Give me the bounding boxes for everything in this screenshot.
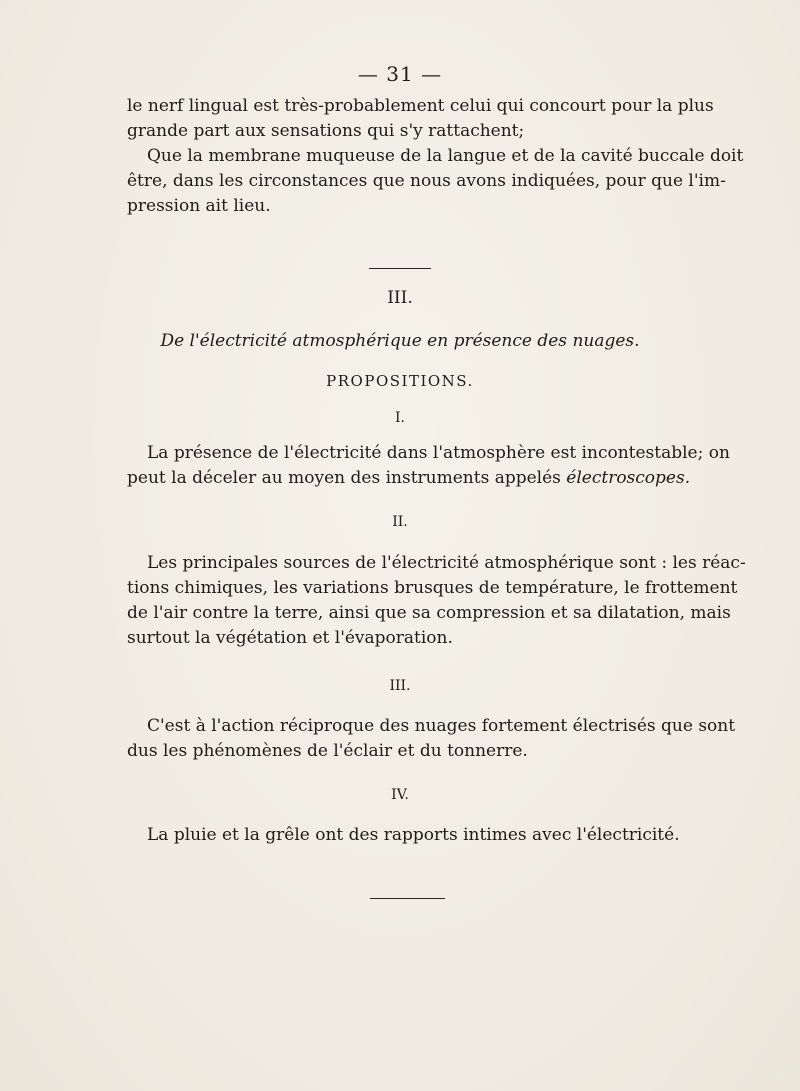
text-line: surtout la végétation et l'évaporation. bbox=[127, 628, 453, 648]
text-line: tions chimiques, les variations brusques de température, le frottement bbox=[127, 578, 738, 598]
proposition-paragraph bbox=[127, 551, 746, 651]
proposition-paragraph bbox=[127, 714, 736, 764]
text-line: pression ait lieu. bbox=[127, 196, 271, 216]
section-numeral: III. bbox=[387, 288, 413, 308]
text-line: Que la membrane muqueuse de la langue et de la cavité buccale doit bbox=[147, 146, 744, 166]
page-number: — 31 — bbox=[357, 62, 443, 86]
section-divider bbox=[369, 268, 431, 269]
proposition-paragraph bbox=[127, 823, 682, 848]
text-line bbox=[127, 466, 691, 491]
text-line: le nerf lingual est très-probablement celui qui concourt pour la plus bbox=[127, 96, 714, 116]
text-line: de l'air contre la terre, ainsi que sa compression et sa dilatation, mais bbox=[127, 603, 731, 623]
text-line: La pluie et la grêle ont des rapports intimes avec l'électricité. bbox=[147, 825, 680, 845]
proposition-numeral: I. bbox=[395, 410, 405, 426]
text-line: Les principales sources de l'électricité atmosphérique sont : les réac- bbox=[147, 553, 746, 573]
intro-paragraph bbox=[127, 94, 744, 219]
text-line: dus les phénomènes de l'éclair et du tonnerre. bbox=[127, 741, 528, 761]
emphasized-term: électroscopes. bbox=[566, 468, 691, 488]
text-line: C'est à l'action réciproque des nuages fortement électrisés que sont bbox=[147, 716, 736, 736]
text-line: être, dans les circonstances que nous avons indiquées, pour que l'im- bbox=[127, 171, 726, 191]
propositions-heading: PROPOSITIONS. bbox=[326, 372, 474, 390]
closing-divider bbox=[370, 898, 445, 899]
section-title: De l'électricité atmosphérique en présence des nuages. bbox=[160, 331, 640, 351]
proposition-paragraph bbox=[127, 441, 730, 491]
proposition-numeral: IV. bbox=[391, 787, 409, 803]
text-line: grande part aux sensations qui s'y rattachent; bbox=[127, 121, 525, 141]
proposition-numeral: II. bbox=[392, 514, 408, 530]
proposition-numeral: III. bbox=[389, 678, 411, 694]
text-line: La présence de l'électricité dans l'atmosphère est incontestable; on bbox=[147, 443, 730, 463]
text-segment: peut la déceler au moyen des instruments appelés bbox=[127, 468, 567, 488]
